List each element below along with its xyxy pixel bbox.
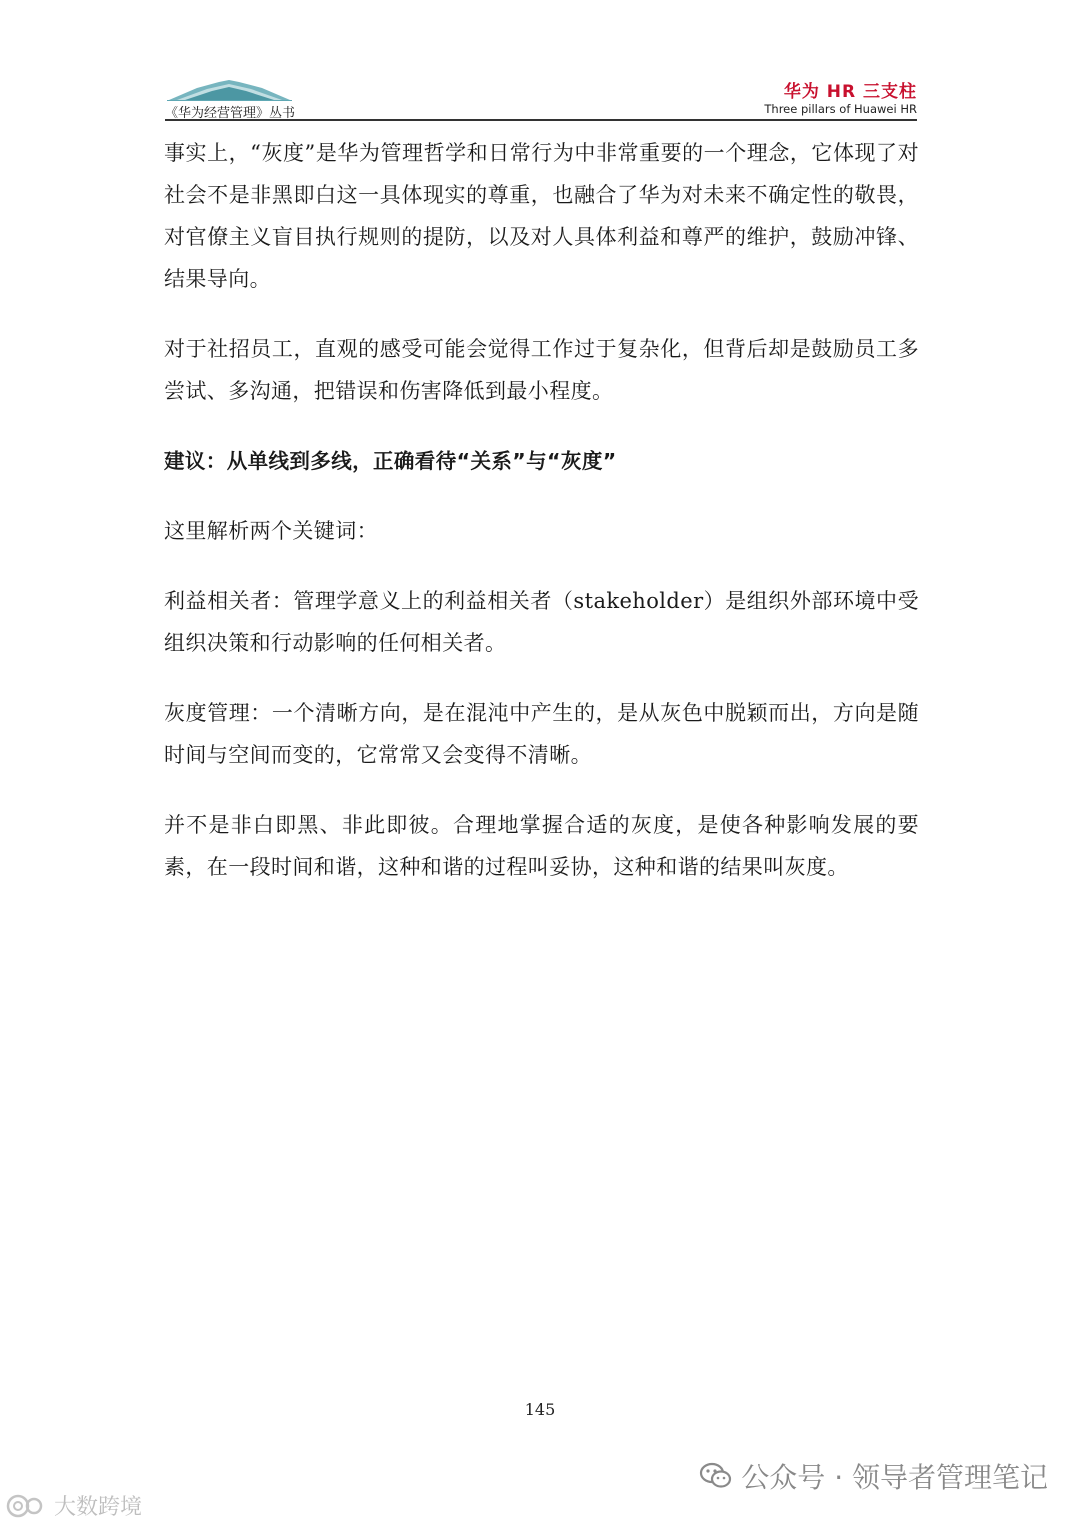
book-series-title: 《华为经营管理》丛书 <box>165 106 296 121</box>
paragraph-compromise: 并不是非白即黑、非此即彼。合理地掌握合适的灰度，是使各种影响发展的要素，在一段时间和谐，这种和谐的过程叫妥协，这种和谐的结果叫灰度。 <box>164 813 919 879</box>
section-heading: 建议：从单线到多线，正确看待“关系”与“灰度” <box>164 449 617 473</box>
brand-title: 华为 HR 三支柱 <box>783 82 917 102</box>
watermark-left <box>6 1490 142 1521</box>
watermark-left-text: 大数跨境 <box>54 1495 143 1520</box>
paragraph-stakeholder: 利益相关者：管理学意义上的利益相关者（stakeholder）是组织外部环境中受组织决策和行动影响的任何相关者。 <box>164 589 919 655</box>
page-number: 145 <box>524 1400 556 1419</box>
mountain-logo-icon <box>167 76 292 102</box>
page-body <box>164 132 919 888</box>
brand-block <box>764 82 917 116</box>
paragraph-gray-philosophy: 事实上，“灰度”是华为管理哲学和日常行为中非常重要的一个理念，它体现了对社会不是非黑即白这一具体现实的尊重，也融合了华为对未来不确定性的敬畏，对官僚主义盲目执行规则的提防，以及对人具体利益和尊严的维护，鼓励冲锋、结果导向。 <box>164 141 919 291</box>
camera-lens-icon <box>6 1493 46 1519</box>
brand-subtitle: Three pillars of Huawei HR <box>764 102 917 116</box>
paragraph-gray-management: 灰度管理：一个清晰方向，是在混沌中产生的，是从灰色中脱颖而出，方向是随时间与空间而变的，它常常又会变得不清晰。 <box>164 701 919 767</box>
page-header <box>165 72 917 122</box>
watermark-right-text: 公众号 · 领导者管理笔记 <box>741 1461 1048 1494</box>
watermark-right <box>699 1456 1048 1496</box>
wechat-icon <box>699 1461 733 1491</box>
paragraph-keywords-intro: 这里解析两个关键词： <box>164 519 378 543</box>
header-divider <box>165 119 917 121</box>
paragraph-social-recruits: 对于社招员工，直观的感受可能会觉得工作过于复杂化，但背后却是鼓励员工多尝试、多沟通，把错误和伤害降低到最小程度。 <box>164 337 919 403</box>
